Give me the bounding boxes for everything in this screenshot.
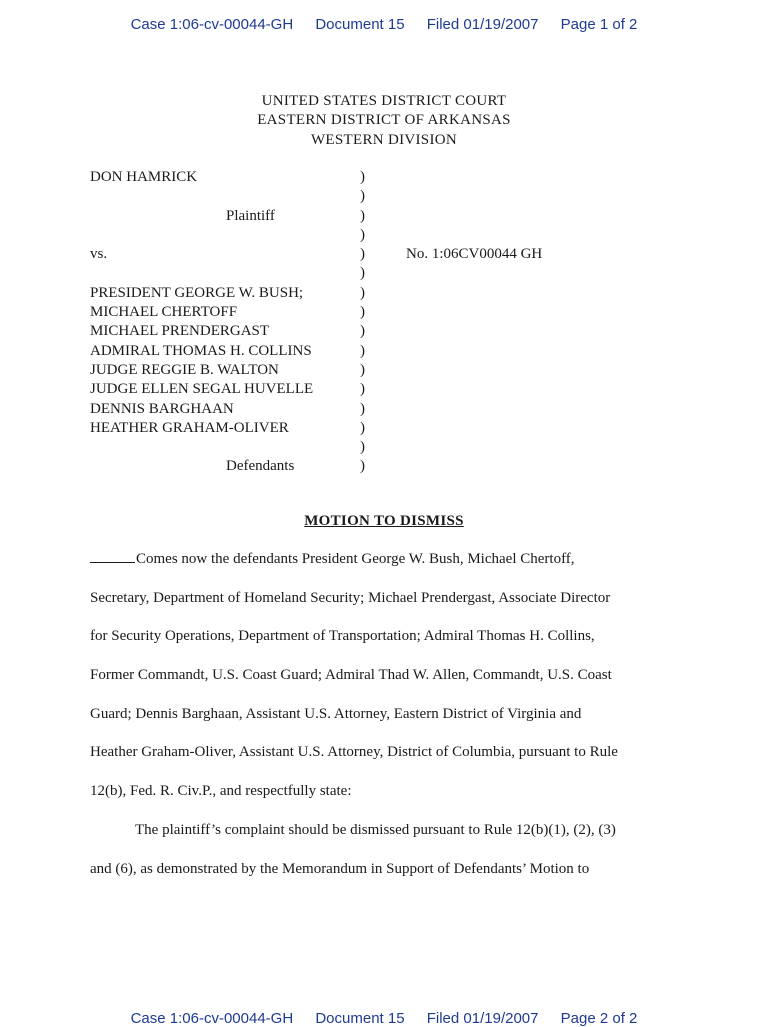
court-heading — [0, 92, 768, 150]
plaintiff-name: DON HAMRICK — [90, 169, 198, 185]
defendants-label: Defendants — [226, 458, 295, 475]
caption-paren: ) — [360, 226, 365, 243]
filed-date-stamp: Filed 01/19/2007 — [426, 16, 539, 33]
defendant-name: MICHAEL PRENDERGAST — [90, 323, 270, 340]
court-name: UNITED STATES DISTRICT COURT — [261, 93, 507, 109]
page-count-stamp: Page 1 of 2 — [560, 16, 638, 33]
defendant-name: DENNIS BARGHAAN — [90, 400, 234, 417]
ecf-header-top — [0, 16, 768, 33]
caption-paren: ) — [360, 169, 365, 185]
caption-paren: ) — [360, 188, 365, 205]
caption-paren: ) — [360, 439, 365, 456]
paragraph-indent-rule — [90, 548, 135, 563]
motion-body — [90, 547, 678, 895]
body-line: 12(b), Fed. R. Civ.P., and respectfully state: — [90, 783, 352, 800]
body-line: Secretary, Department of Homeland Security; Michael Prendergast, Associate Director — [90, 589, 611, 606]
body-line: Comes now the defendants President George W. Bush, Michael Chertoff, — [136, 551, 575, 567]
versus-label: vs. — [90, 246, 108, 263]
body-line: and (6), as demonstrated by the Memorandum in Support of Defendants’ Motion to — [90, 860, 590, 877]
defendant-name: JUDGE REGGIE B. WALTON — [90, 361, 279, 378]
caption-paren: ) — [360, 400, 365, 417]
court-division: WESTERN DIVISION — [310, 131, 458, 148]
caption-paren: ) — [360, 265, 365, 282]
plaintiff-label: Plaintiff — [226, 207, 275, 224]
body-line: for Security Operations, Department of Transportation; Admiral Thomas H. Collins, — [90, 628, 595, 645]
page-count-stamp: Page 2 of 2 — [560, 1010, 638, 1027]
court-district: EASTERN DISTRICT OF ARKANSAS — [257, 112, 511, 129]
motion-title: MOTION TO DISMISS — [304, 513, 464, 529]
defendant-name: JUDGE ELLEN SEGAL HUVELLE — [90, 381, 314, 398]
case-number-stamp: Case 1:06-cv-00044-GH — [130, 1010, 294, 1027]
case-number-stamp: Case 1:06-cv-00044-GH — [130, 16, 294, 33]
caption-paren: ) — [360, 361, 365, 378]
document-number-stamp: Document 15 — [315, 1010, 405, 1027]
caption-paren: ) — [360, 381, 365, 398]
caption-paren: ) — [360, 342, 365, 359]
caption-paren: ) — [360, 284, 365, 301]
defendant-name: PRESIDENT GEORGE W. BUSH; — [90, 284, 304, 301]
body-line: The plaintiff’s complaint should be dismissed pursuant to Rule 12(b)(1), (2), (3) — [135, 821, 616, 838]
caption-paren: ) — [360, 323, 365, 340]
defendant-name: ADMIRAL THOMAS H. COLLINS — [90, 342, 312, 359]
document-number-stamp: Document 15 — [315, 16, 405, 33]
caption-paren: ) — [360, 458, 365, 475]
ecf-header-bottom — [0, 1010, 768, 1027]
defendant-name: MICHAEL CHERTOFF — [90, 304, 238, 321]
caption-paren: ) — [360, 304, 365, 321]
body-line: Heather Graham-Oliver, Assistant U.S. Attorney, District of Columbia, pursuant to Rule — [90, 744, 618, 761]
defendant-name: HEATHER GRAHAM-OLIVER — [90, 419, 289, 436]
caption-paren: ) — [360, 246, 365, 263]
body-line: Guard; Dennis Barghaan, Assistant U.S. Attorney, Eastern District of Virginia and — [90, 705, 582, 722]
caption-paren: ) — [360, 207, 365, 224]
filed-date-stamp: Filed 01/19/2007 — [426, 1010, 539, 1027]
caption-paren: ) — [360, 419, 365, 436]
case-number: No. 1:06CV00044 GH — [406, 246, 543, 263]
case-caption — [90, 169, 690, 478]
body-line: Former Commandt, U.S. Coast Guard; Admiral Thad W. Allen, Commandt, U.S. Coast — [90, 667, 612, 684]
